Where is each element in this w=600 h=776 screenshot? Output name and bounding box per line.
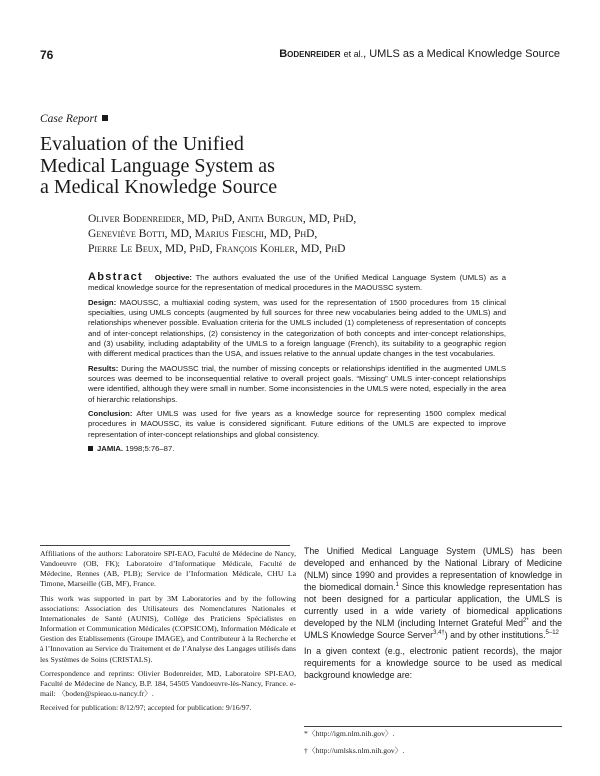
square-bullet-icon	[102, 115, 108, 121]
abstract-heading: Abstract	[88, 271, 144, 283]
abstract-design	[88, 298, 506, 360]
results-text: During the MAOUSSC trial, the number of missing concepts or relationships identified in the augmented UMLS sources was deemed to be inconsequential relative to overall project goals. “Missing” UMLS inter-concept relationships were identified, although they were small in number. Some inconsistencies in the UMLS were noted, especially in the area of hierarchic relationships.	[88, 363, 506, 404]
title-line: Medical Language System as	[40, 154, 275, 177]
author-line: Geneviève Botti, MD, Marius Fieschi, MD, PhD,	[88, 228, 318, 240]
journal-citation	[88, 444, 506, 454]
page-number: 76	[40, 48, 54, 62]
body-text-run: Since this knowledge representation has not been designed for a particular application, the UMLS is currently used in a wide variety of biomedical applications developed by the NLM (including Internet Grateful Med	[304, 582, 562, 629]
citation-superscript: 2*	[523, 618, 529, 625]
running-header	[279, 48, 560, 60]
funding-note: This work was supported in part by 3M Laboratories and by the following associations: Association des Utilisateurs des Nomenclatures Nationales et Internationales de Santé (AUNIS), Collège des Praticiens Spécialistes en Information et Communication Médicales (COPSICOM), Information Médicale et Gestion des Etablissements (Groupe IMAGE), and Contributeur à la Recherche et à l’Innovation au Service du Traitement et de l’Analyse des Langages utilisés dans les Systèmes de Soins (CRISTALS).	[40, 593, 296, 664]
author-line: Oliver Bodenreider, MD, PhD, Anita Burgun, MD, PhD,	[88, 213, 357, 225]
running-header-authors: Bodenreider	[279, 48, 341, 60]
article-title	[40, 134, 440, 199]
title-line: Evaluation of the Unified	[40, 133, 244, 155]
square-bullet-icon	[88, 446, 93, 451]
journal-name: JAMIA.	[97, 444, 124, 454]
section-label	[40, 113, 108, 125]
body-paragraph	[304, 545, 562, 641]
correspondence-note: Correspondence and reprints: Olivier Bodenreider, MD, Laboratoire SPI-EAO, Faculté de Médecine de Nancy, B.P. 184, 54505 Vandoeuvre-lès-Nancy, France. e-mail: 〈boden@spieao.u-nancy.fr〉.	[40, 668, 296, 699]
title-line: a Medical Knowledge Source	[40, 176, 278, 198]
design-text: MAOUSSC, a multiaxial coding system, was used for the representation of 1500 procedures from 15 clinical specialties, using UMLS concepts (augmented by full sources for three new vocabularies being added to the UMLS) and relationships whenever possible. Evaluation criteria for the UMLS included (1) completeness of representation of concepts and of inter-concept relationships, (2) consistency in the categorization of both concepts and inter-concept relationships, and (3) usability, including adaptability of the UMLS to a foreign language (French), its suitability to a geographic region with different medical practices than the USA, and issues relative to the annual update changes in the test vocabularies.	[88, 297, 506, 359]
author-line: Pierre Le Beux, MD, PhD, François Kohler, MD, PhD	[88, 243, 346, 255]
conclusion-text: After UMLS was used for five years as a knowledge source for representing 1500 complex medical procedures in MAOUSSC, its value is considered significant. Future editions of the UMLS are expected to improve representation of inter-concept relationships and global consistency.	[88, 409, 506, 439]
body-text-run: and the UMLS Knowledge Source Server	[304, 618, 562, 641]
body-text-run: ) and by other institutions.	[444, 630, 546, 641]
abstract-results	[88, 364, 506, 405]
abstract-objective	[88, 272, 506, 294]
objective-label: Objective:	[154, 273, 192, 282]
footnote-divider	[304, 726, 562, 727]
conclusion-label: Conclusion:	[88, 409, 133, 419]
citation-text: 1998;5:76–87.	[125, 444, 175, 454]
footnote-divider	[40, 545, 290, 546]
body-paragraph: In a given context (e.g., electronic patient records), the major requirements for a knowledge source to be used as medical background knowledge are:	[304, 646, 562, 681]
abstract	[88, 272, 506, 459]
design-label: Design:	[88, 297, 117, 307]
results-label: Results:	[88, 363, 119, 373]
running-header-title: , UMLS as a Medical Knowledge Source	[363, 48, 560, 60]
url-footnotes	[304, 729, 562, 763]
citation-superscript: 1	[395, 582, 399, 589]
objective-text: The authors evaluated the use of the Unified Medical Language System (UMLS) as a medical knowledge source for the representation of medical procedures in the MAOUSSC system.	[88, 273, 506, 293]
citation-superscript: 3,4†	[433, 630, 445, 637]
body-text-run: The Unified Medical Language System (UMLS) has been developed and enhanced by the National Library of Medicine (NLM) since 1990 and provides a representation of knowledge in the biomedical domain.	[304, 546, 562, 593]
abstract-conclusion	[88, 409, 506, 440]
running-header-et-al: et al.	[343, 49, 364, 59]
citation-superscript: 5–12	[545, 630, 559, 637]
received-note: Received for publication: 8/12/97; accepted for publication: 9/16/97.	[40, 703, 252, 713]
section-label-text: Case Report	[40, 113, 98, 125]
affiliation-footnotes	[40, 549, 296, 717]
affiliations-note: Affiliations of the authors: Laboratoire SPI-EAO, Faculté de Médecine de Nancy, Vandoeuvre (OB, FK); Laboratoire d’Informatique Médicale, Faculté de Médecine, Rennes (AB, PLB); Service de l’Information Médicale, CHU La Timone, Marseille (GB, MF), France.	[40, 549, 296, 589]
author-list	[88, 212, 508, 257]
url-footnote: †〈http://umlsks.nlm.nih.gov〉.	[304, 746, 405, 756]
body-text	[304, 545, 562, 686]
url-footnote: *〈http://igm.nlm.nih.gov〉.	[304, 729, 395, 738]
